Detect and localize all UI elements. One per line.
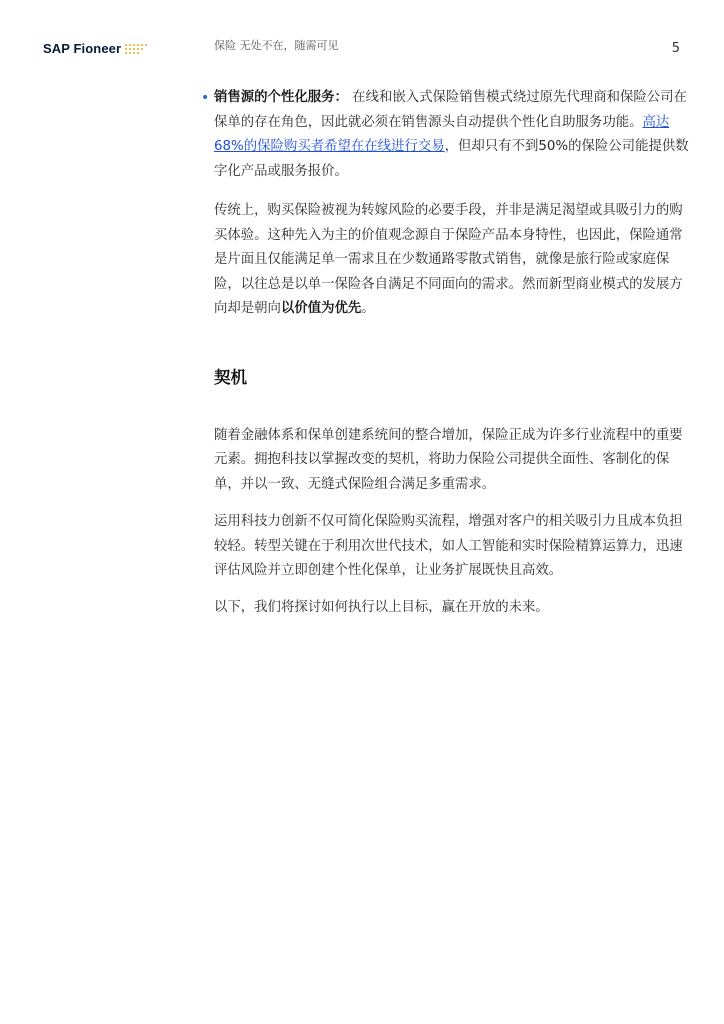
paragraph-technology: 运用科技力创新不仅可简化保险购买流程，增强对客户的相关吸引力且成本负担较轻。转型关键在于利用次世代技术，如人工智能和实时保险精算运算力，迅速评估风险并立即创建个性化保单，让业务扩展既快且高效。 — [214, 514, 683, 578]
stat-link[interactable]: 高达68%的保险购买者希望在在线进行交易 — [214, 114, 670, 154]
bullet-text-end: ，但却只有不到50%的保险公司能提供数字化产品或服务报价。 — [214, 139, 689, 179]
paragraph-next: 以下，我们将探讨如何执行以上目标，赢在开放的未来。 — [214, 599, 549, 615]
emphasis-text: 以价值为优先 — [280, 301, 362, 316]
main-content — [201, 86, 694, 620]
bullet-item — [201, 86, 694, 184]
paragraph-text: 传统上，购买保险被视为转嫁风险的必要手段，并非是满足渴望或具吸引力的购买体验。这种先入为主的价值观念源自于保险产品本身特性，也因此，保险通常是片面且仅能满足单一需求且在少数通路零散式销售，就像是旅行险或家庭保险，以往总是以单一保险各自满足不同面向的需求。然而新型商业模式的发展方向却是朝向 — [214, 203, 683, 316]
page-number: 5 — [671, 41, 680, 56]
paragraph-traditional — [214, 199, 694, 322]
logo-dots-icon — [125, 44, 148, 55]
paragraph-integration: 随着金融体系和保单创建系统间的整合增加，保险正成为许多行业流程中的重要元素。拥抱科技以掌握改变的契机，将助力保险公司提供全面性、客制化的保单，并以一致、无缝式保险组合满足多重需求。 — [214, 427, 683, 492]
paragraph-end-punct: 。 — [361, 301, 375, 316]
bullet-dot-icon: • — [201, 90, 210, 106]
section-title: 契机 — [214, 367, 247, 387]
bullet-text: 在线和嵌入式保险销售模式绕过原先代理商和保险公司在保单的存在角色，因此就必须在销售源头自动提供个性化自助服务功能。 — [214, 90, 687, 130]
company-logo — [43, 41, 148, 56]
bullet-title: 销售源的个性化服务： — [214, 90, 348, 105]
logo-text: SAP Fioneer — [43, 41, 122, 56]
header-tagline: 保险 无处不在，随需可见 — [214, 39, 339, 52]
